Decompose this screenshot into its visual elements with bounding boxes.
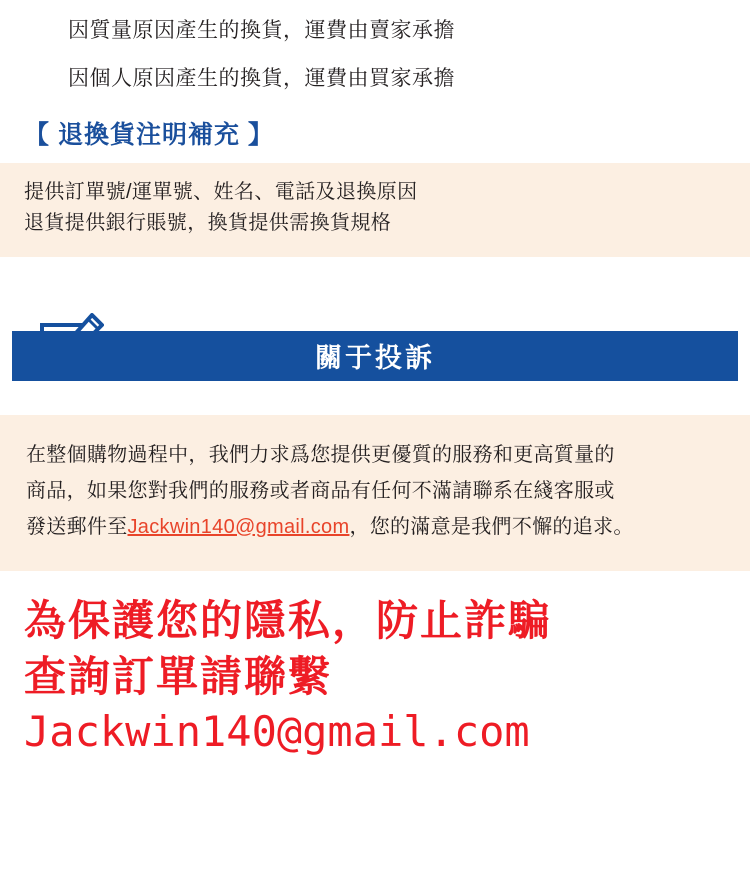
policy-line-quality: 因質量原因產生的換貨，運費由賣家承擔 (68, 19, 455, 42)
banner-bar (12, 331, 738, 381)
complaint-line-3 (0, 509, 750, 545)
complaint-text-box (0, 415, 750, 571)
complaint-line-1: 在整個購物過程中，我們力求爲您提供更優質的服務和更高質量的 (26, 443, 615, 466)
complaint-banner (0, 313, 750, 385)
complaint-line-3-suffix: ，您的滿意是我們不懈的追求。 (349, 515, 634, 538)
warning-line-2: 查詢訂單請聯繫 (24, 653, 333, 701)
note-box (0, 163, 750, 257)
policy-line-personal: 因個人原因產生的換貨，運費由買家承擔 (68, 67, 455, 91)
support-email-link[interactable]: Jackwin140@gmail.com (127, 515, 350, 538)
warning-line-1: 為保護您的隱私，防止詐騙 (24, 596, 553, 644)
privacy-warning (0, 593, 750, 759)
note-line-bank: 退貨提供銀行賬號，換貨提供需換貨規格 (24, 211, 392, 234)
warning-email[interactable]: Jackwin140@gmail.com (24, 706, 530, 756)
complaint-line-3-prefix: 發送郵件至 (26, 515, 128, 538)
shipping-policy-list (0, 0, 750, 93)
note-section-heading: 【 退換貨注明補充 】 (24, 120, 274, 149)
banner-title: 關于投訴 (315, 343, 435, 373)
complaint-line-2: 商品，如果您對我們的服務或者商品有任何不滿請聯系在綫客服或 (26, 479, 615, 502)
note-line-info: 提供訂單號/運單號、姓名、電話及退換原因 (24, 180, 418, 203)
